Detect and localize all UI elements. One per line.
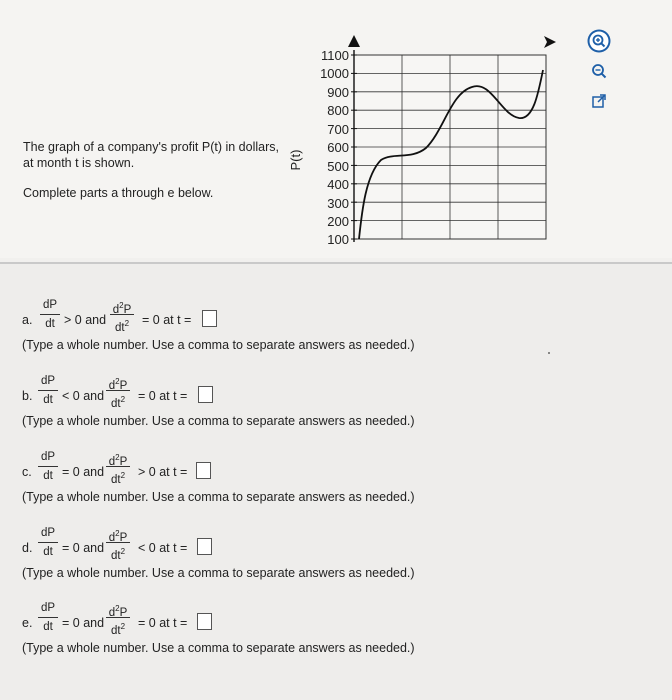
y-tick-label: 500 [327,159,349,174]
dp-dt-fraction: dP dt [38,374,58,407]
y-tick-label: 600 [327,140,349,155]
condition-2: = 0 at t = [138,389,188,403]
stray-dot [548,352,550,354]
instruction-note: (Type a whole number. Use a comma to separate answers as needed.) [22,641,415,655]
open-external-button[interactable] [586,88,612,114]
y-tick-label: 300 [327,196,349,211]
y-tick-label: 200 [327,214,349,229]
external-link-icon [590,92,608,110]
corner-arrow [544,36,556,48]
condition-2: < 0 at t = [138,541,188,555]
dp-dt-fraction: dP dt [40,298,60,331]
condition-2: = 0 at t = [142,313,192,327]
zoom-in-button[interactable] [586,28,612,54]
d2p-dt2-fraction: $d^2P$ $dt^2$ [106,526,130,559]
y-tick-label: 400 [327,177,349,192]
y-tick-label: 100 [327,232,349,247]
part-letter: b. [22,389,33,403]
condition-1: = 0 and [62,541,105,555]
condition-1: = 0 and [62,465,105,479]
zoom-out-button[interactable] [586,58,612,84]
intro-instruction: Complete parts a through e below. [23,186,214,200]
condition-1: > 0 and [64,313,107,327]
answer-input-d[interactable] [197,538,212,555]
instruction-note: (Type a whole number. Use a comma to separate answers as needed.) [22,414,415,428]
condition-2: > 0 at t = [138,465,188,479]
y-tick-labels [320,48,349,247]
zoom-out-icon [589,61,609,81]
instruction-note: (Type a whole number. Use a comma to separate answers as needed.) [22,566,415,580]
part-letter: d. [22,541,33,555]
intro-line-2: at month t is shown. [23,156,135,170]
y-tick-label: 1100 [321,48,349,63]
part-letter: c. [22,465,32,479]
answer-input-c[interactable] [196,462,211,479]
answer-input-a[interactable] [202,310,217,327]
intro-text [23,139,293,201]
zoom-in-icon [587,29,611,53]
dp-dt-fraction: dP dt [38,601,58,634]
answer-input-e[interactable] [197,613,212,630]
y-axis-label: P(t) [288,149,303,171]
y-tick-label: 1000 [320,66,349,81]
d2p-dt2-fraction: $d^2P$ $dt^2$ [106,450,130,483]
dp-dt-fraction: dP dt [38,526,58,559]
intro-line-1: The graph of a company's profit P(t) in dollars, [23,140,279,154]
answer-input-b[interactable] [198,386,213,403]
part-letter: a. [22,313,33,327]
d2p-dt2-fraction: $d^2P$ $dt^2$ [106,374,130,407]
y-axis-arrow [348,35,360,47]
condition-1: = 0 and [62,616,105,630]
instruction-note: (Type a whole number. Use a comma to separate answers as needed.) [22,338,415,352]
d2p-dt2-fraction: $d^2P$ $dt^2$ [106,601,130,634]
d2p-dt2-fraction: $d^2P$ $dt^2$ [110,298,134,331]
dp-dt-fraction: dP dt [38,450,58,483]
profit-graph [286,20,561,255]
y-tick-label: 800 [327,103,349,118]
condition-2: = 0 at t = [138,616,188,630]
part-letter: e. [22,616,33,630]
y-tick-label: 700 [327,122,349,137]
instruction-note: (Type a whole number. Use a comma to separate answers as needed.) [22,490,415,504]
question-header [0,0,672,258]
y-tick-label: 900 [327,85,349,100]
answer-section [0,264,672,700]
condition-1: < 0 and [62,389,105,403]
